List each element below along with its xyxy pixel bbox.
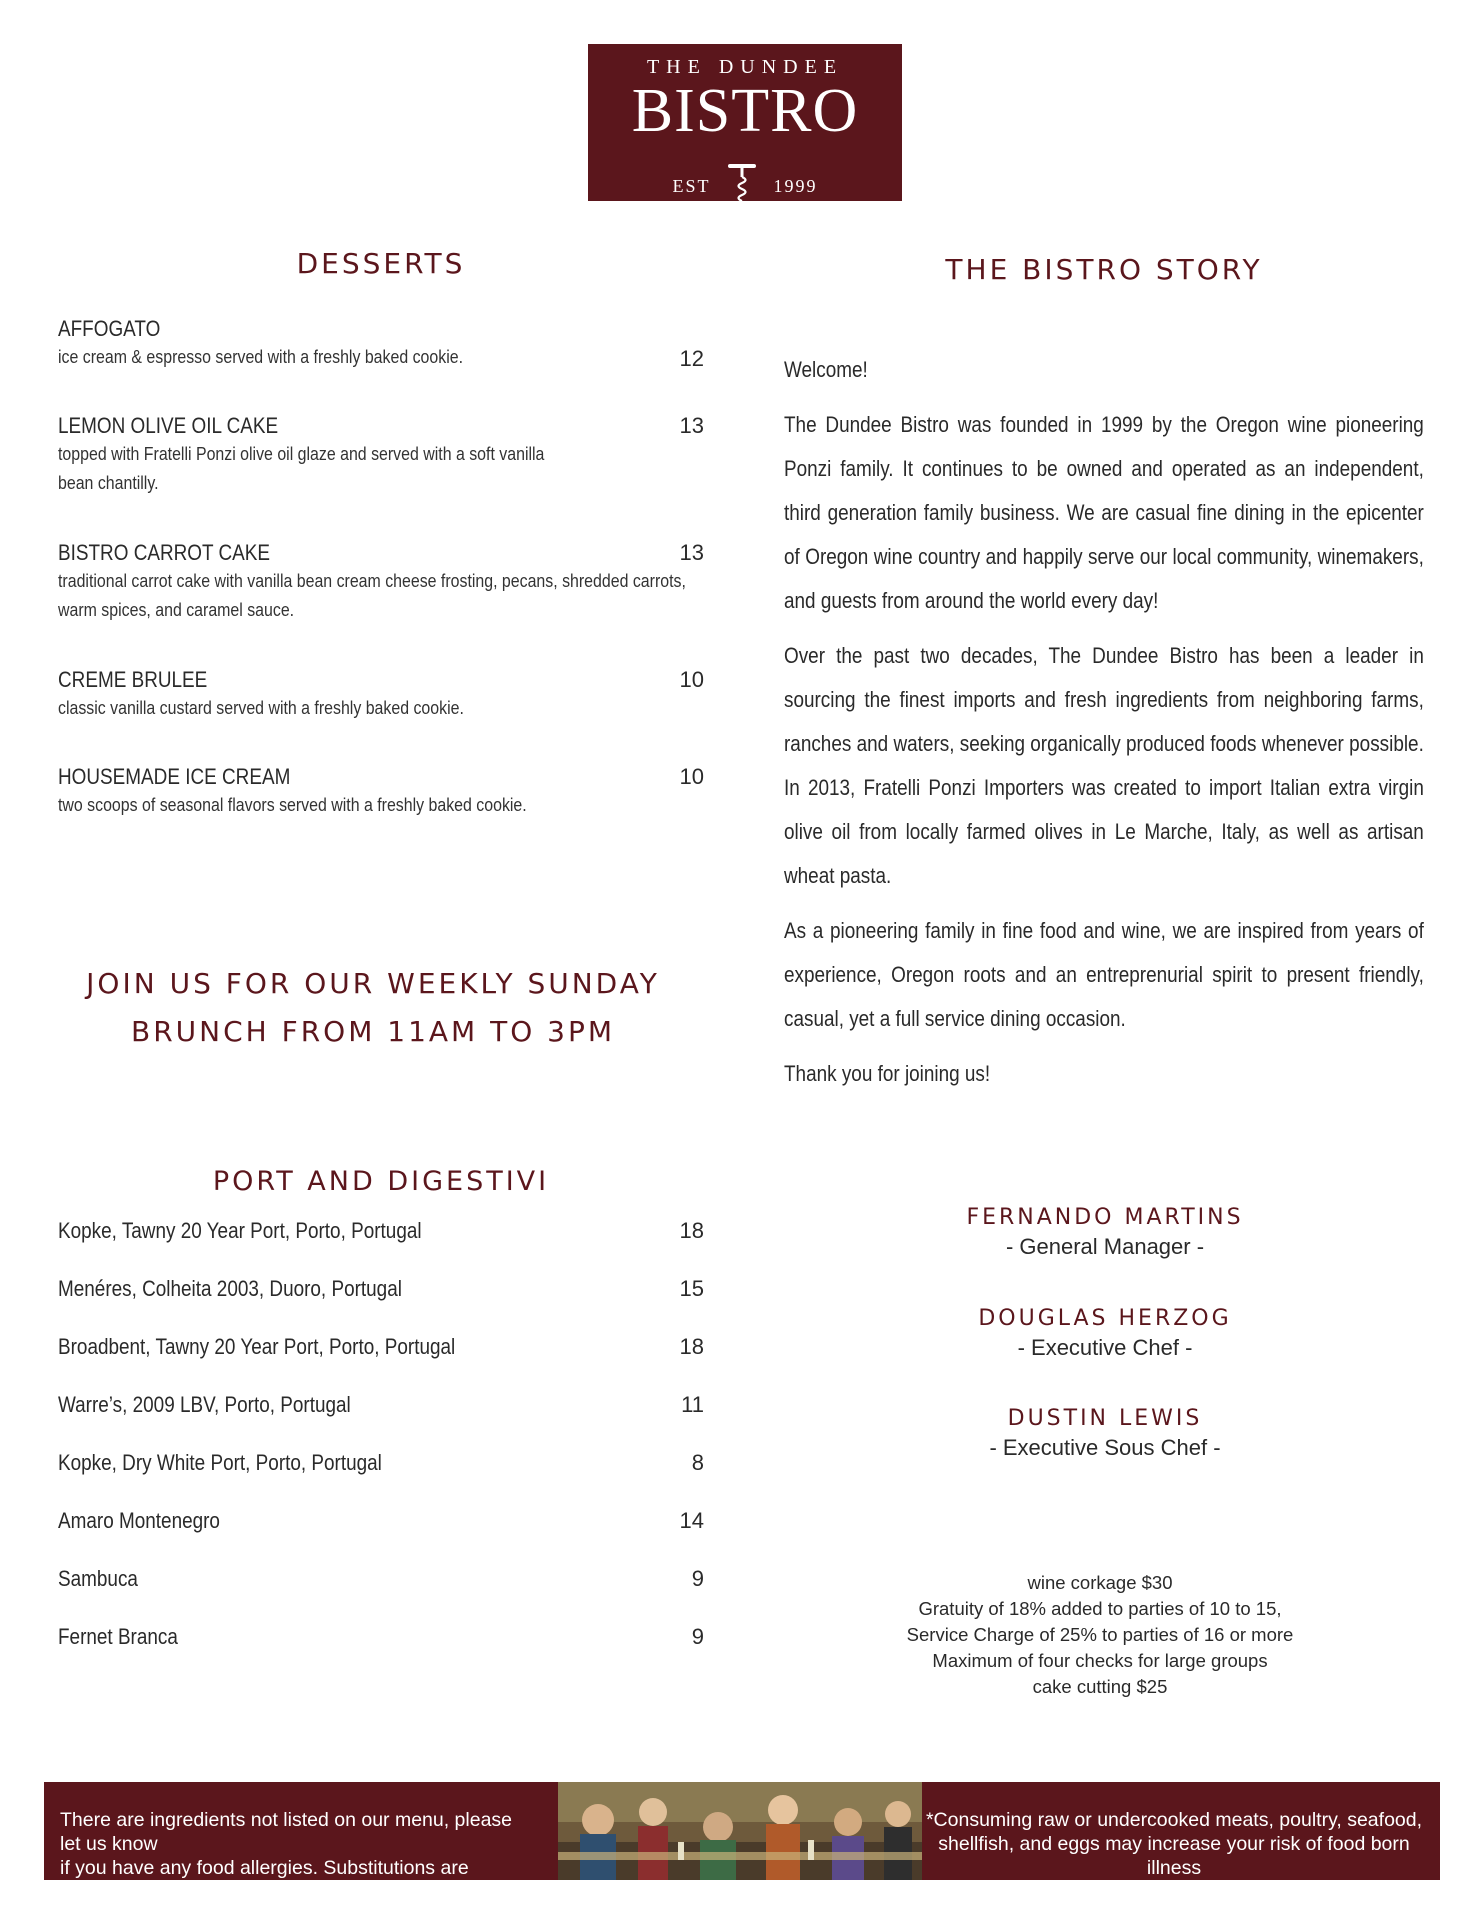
staff-member (800, 1205, 1410, 1260)
desserts-title: DESSERTS (296, 247, 466, 280)
port-price: 18 (679, 1334, 704, 1359)
port-name: Kopke, Tawny 20 Year Port, Porto, Portugal (58, 1218, 422, 1243)
port-name: Sambuca (58, 1566, 138, 1591)
port-name: Amaro Montenegro (58, 1508, 220, 1533)
dessert-description: topped with Fratelli Ponzi olive oil glaze and served with a soft vanilla bean chantilly. (58, 443, 545, 493)
port-price: 11 (681, 1392, 704, 1417)
warning-line: shellfish, and eggs may increase your risk of food born illness (938, 1833, 1410, 1879)
dessert-item (58, 413, 704, 497)
staff-role: - Executive Chef - (1017, 1335, 1193, 1360)
port-item (58, 1392, 704, 1418)
port-price: 8 (691, 1450, 704, 1475)
dessert-price: 10 (679, 667, 704, 692)
story-paragraph: As a pioneering family in fine food and wine, we are inspired from years of experience, Oregon roots and an entreprenurial spirit to present friendly, casual, yet a full service dining occasion. (784, 918, 1424, 1031)
port-price: 14 (679, 1508, 704, 1533)
dessert-name: BISTRO CARROT CAKE (58, 540, 271, 565)
story-title: THE BISTRO STORY (945, 253, 1263, 286)
dessert-description: two scoops of seasonal flavors served with a freshly baked cookie. (58, 794, 527, 815)
dessert-item (58, 316, 704, 371)
port-price: 18 (679, 1218, 704, 1243)
consumption-warning (924, 1808, 1424, 1880)
brunch-line-1: JOIN US FOR OUR WEEKLY SUNDAY (86, 967, 660, 1000)
dessert-name: AFFOGATO (58, 316, 161, 341)
dessert-name: LEMON OLIVE OIL CAKE (58, 413, 279, 438)
port-name: Fernet Branca (58, 1624, 178, 1649)
port-item (58, 1276, 704, 1302)
corkscrew-icon (727, 162, 757, 211)
port-title: PORT AND DIGESTIVI (212, 1166, 550, 1197)
dessert-description: ice cream & espresso served with a freshly baked cookie. (58, 346, 464, 367)
port-price: 15 (679, 1276, 704, 1301)
port-name: Kopke, Dry White Port, Porto, Portugal (58, 1450, 382, 1475)
footer-banner (44, 1782, 1440, 1903)
staff-name: DOUGLAS HERZOG (978, 1306, 1232, 1331)
staff-member (800, 1406, 1410, 1461)
story-paragraph: Welcome! (784, 357, 868, 382)
dessert-price: 13 (679, 540, 704, 565)
port-item (58, 1218, 704, 1244)
brunch-announcement (58, 960, 688, 1056)
policy-line: Service Charge of 25% to parties of 16 or more (906, 1624, 1294, 1645)
dessert-description: classic vanilla custard served with a freshly baked cookie. (58, 697, 464, 718)
story-body (784, 348, 1424, 1107)
dessert-description: traditional carrot cake with vanilla bean cream cheese frosting, pecans, shredded carrots, warm spices, and caramel sauce. (58, 570, 686, 620)
logo-top-text: THE DUNDEE (646, 56, 844, 78)
port-item (58, 1566, 704, 1592)
allergy-notice-line: if you have any food allergies. Substitutions are politely declined. (60, 1857, 469, 1903)
policy-line: Gratuity of 18% added to parties of 10 to 15, (918, 1598, 1282, 1619)
dessert-name: CREME BRULEE (58, 667, 208, 692)
policy-line: wine corkage $30 (1027, 1572, 1173, 1593)
policy-line: Maximum of four checks for large groups (932, 1650, 1268, 1671)
dessert-name: HOUSEMADE ICE CREAM (58, 764, 291, 789)
dessert-price: 12 (679, 346, 704, 371)
dessert-item (58, 667, 704, 722)
warning-line: *Consuming raw or undercooked meats, poultry, seafood, (925, 1809, 1423, 1831)
dessert-price: 10 (679, 764, 704, 789)
house-policies (800, 1570, 1400, 1700)
story-paragraph: Thank you for joining us! (784, 1061, 991, 1086)
port-price: 9 (691, 1624, 704, 1649)
logo-main-text: BISTRO (631, 77, 859, 145)
dessert-item (58, 764, 704, 819)
dessert-price: 13 (679, 413, 704, 438)
port-item (58, 1508, 704, 1534)
port-price: 9 (691, 1566, 704, 1591)
policy-line: cake cutting $25 (1032, 1676, 1168, 1697)
story-paragraph: The Dundee Bistro was founded in 1999 by the Oregon wine pioneering Ponzi family. It continues to be owned and operated as an independent, third generation family business. We are casual fine dining in the epicenter of Oregon wine country and happily serve our local community, winemakers, and guests from around the world every day! (784, 412, 1424, 613)
port-item (58, 1624, 704, 1650)
port-name: Menéres, Colheita 2003, Duoro, Portugal (58, 1276, 402, 1301)
port-item (58, 1334, 704, 1360)
staff-name: FERNANDO MARTINS (966, 1205, 1244, 1230)
dessert-item (58, 540, 704, 624)
bistro-logo (588, 44, 902, 201)
brunch-line-2: BRUNCH FROM 11AM TO 3PM (130, 1015, 615, 1048)
diners-painting (558, 1782, 922, 1880)
staff-member (800, 1306, 1410, 1361)
logo-established (588, 162, 902, 211)
allergy-notice (60, 1808, 530, 1904)
staff-role: - Executive Sous Chef - (989, 1435, 1221, 1460)
staff-role: - General Manager - (1005, 1234, 1205, 1259)
logo-est-year: 1999 (773, 176, 818, 196)
port-name: Broadbent, Tawny 20 Year Port, Porto, Portugal (58, 1334, 456, 1359)
story-paragraph: Over the past two decades, The Dundee Bistro has been a leader in sourcing the finest imports and fresh ingredients from neighboring farms, ranches and waters, seeking organically produced foods whenever possible. In 2013, Fratelli Ponzi Importers was created to import Italian extra virgin olive oil from locally farmed olives in Le Marche, Italy, as well as artisan wheat pasta. (784, 643, 1424, 888)
allergy-notice-line: There are ingredients not listed on our menu, please let us know (60, 1809, 513, 1855)
logo-est-label: EST (672, 176, 711, 196)
staff-name: DUSTIN LEWIS (1007, 1406, 1203, 1431)
port-name: Warre’s, 2009 LBV, Porto, Portugal (58, 1392, 351, 1417)
port-item (58, 1450, 704, 1476)
